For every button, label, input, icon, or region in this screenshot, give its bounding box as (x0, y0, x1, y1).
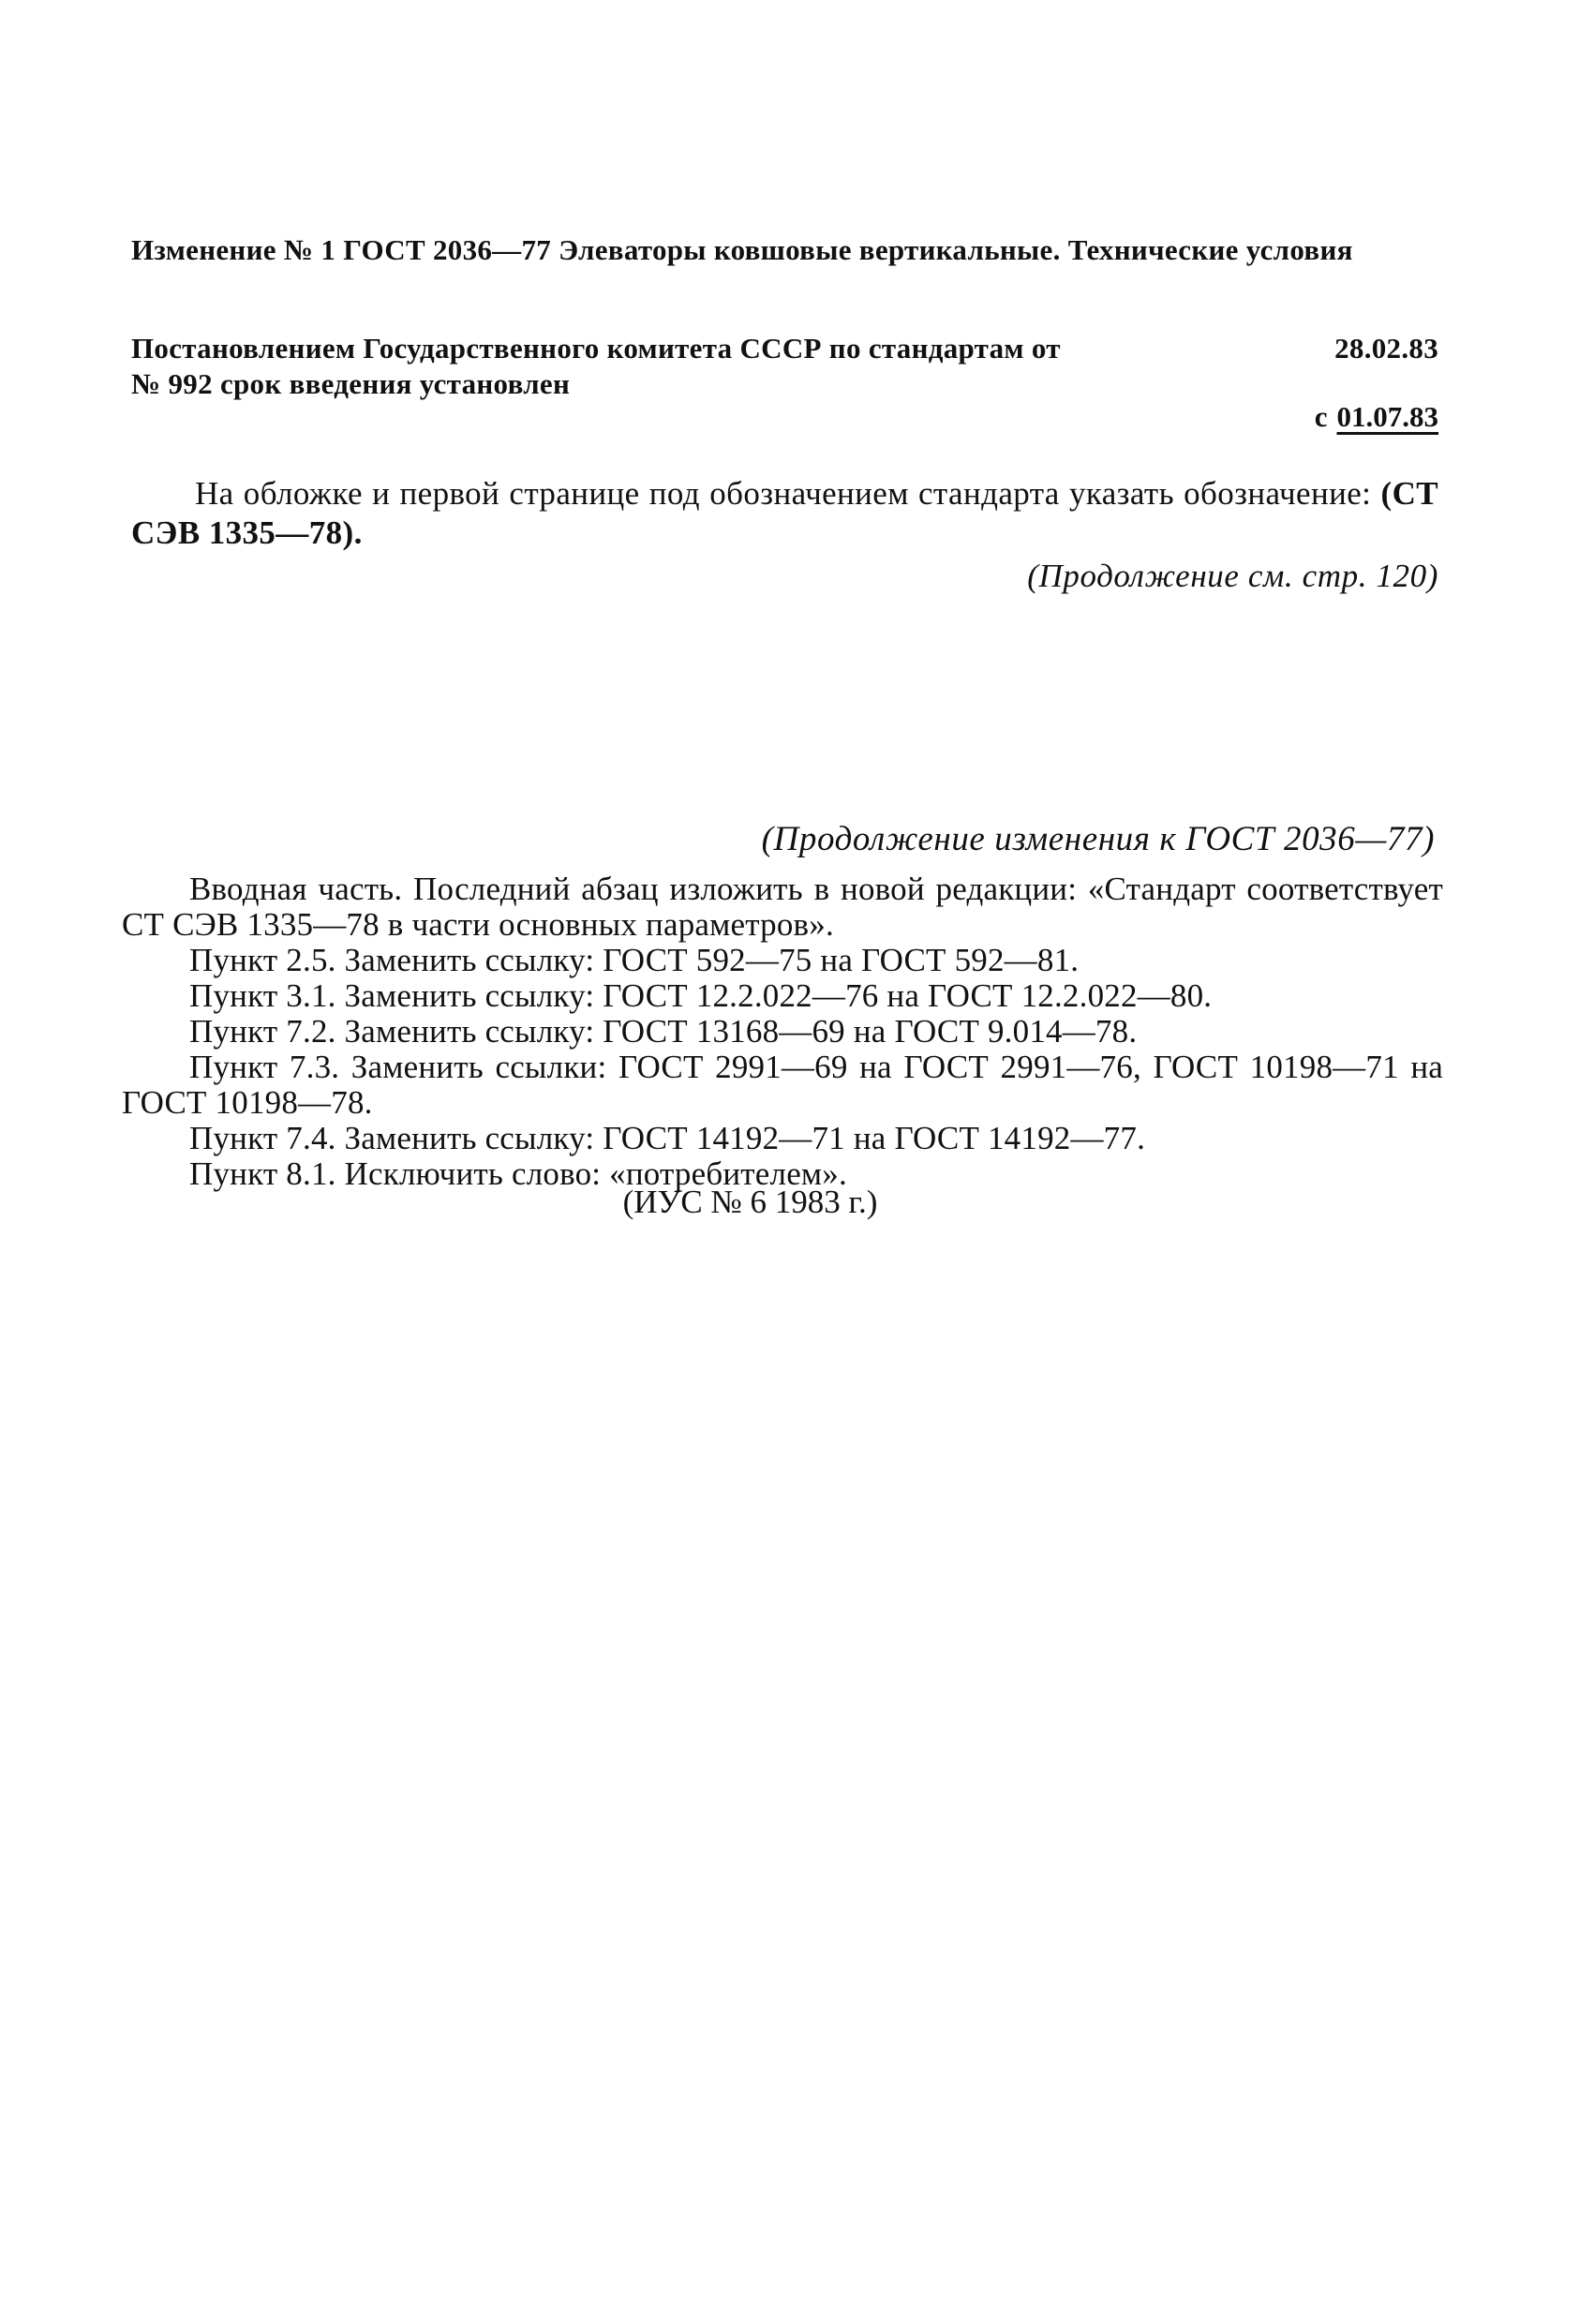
decree-statement (131, 331, 1438, 402)
publication-source (0, 1183, 1594, 1222)
continuation-header: (Продолжение изменения к ГОСТ 2036—77) (761, 820, 1435, 858)
cover-note-paragraph (131, 474, 1438, 553)
decree-line-1 (131, 331, 1438, 366)
change-item-2-5: Пункт 2.5. Заменить ссылку: ГОСТ 592—75 на ГОСТ 592—81. (189, 942, 1080, 978)
source-text: (ИУС № 6 1983 г.) (622, 1184, 878, 1220)
change-item-3-1: Пункт 3.1. Заменить ссылку: ГОСТ 12.2.022—76 на ГОСТ 12.2.022—80. (189, 977, 1213, 1014)
changes-list (122, 872, 1443, 1192)
effective-prefix: с (1314, 400, 1328, 433)
amendment-title: Изменение № 1 ГОСТ 2036—77 Элеваторы ковшовые вертикальные. Технические условия (131, 233, 1353, 266)
change-item-intro: Вводная часть. Последний абзац изложить в новой редакции: «Стандарт соответствует СТ СЭВ 1335—78 в части основных параметров». (122, 871, 1443, 943)
change-item-7-4: Пункт 7.4. Заменить ссылку: ГОСТ 14192—71 на ГОСТ 14192—77. (189, 1120, 1146, 1156)
cover-note-designation: (СТ СЭВ 1335—78). (131, 475, 1438, 551)
cover-note-text: На обложке и первой странице под обозначением стандарта указать обозначение: (195, 475, 1372, 512)
effective-date (1315, 399, 1438, 435)
effective-date-value: 01.07.83 (1336, 400, 1438, 433)
change-item-7-2: Пункт 7.2. Заменить ссылку: ГОСТ 13168—69 на ГОСТ 9.014—78. (189, 1013, 1138, 1050)
continued-on-note: (Продолжение см. стр. 120) (1027, 558, 1438, 594)
change-item-7-3: Пункт 7.3. Заменить ссылки: ГОСТ 2991—69 на ГОСТ 2991—76, ГОСТ 10198—71 на ГОСТ 10198—78. (122, 1049, 1443, 1121)
decree-number: № 992 срок введения установлен (131, 367, 571, 400)
decree-text: Постановлением Государственного комитета СССР по стандартам от (131, 332, 1061, 365)
decree-date: 28.02.83 (1334, 332, 1438, 365)
change-item-8-1: Пункт 8.1. Исключить слово: «потребителем». (189, 1155, 847, 1192)
